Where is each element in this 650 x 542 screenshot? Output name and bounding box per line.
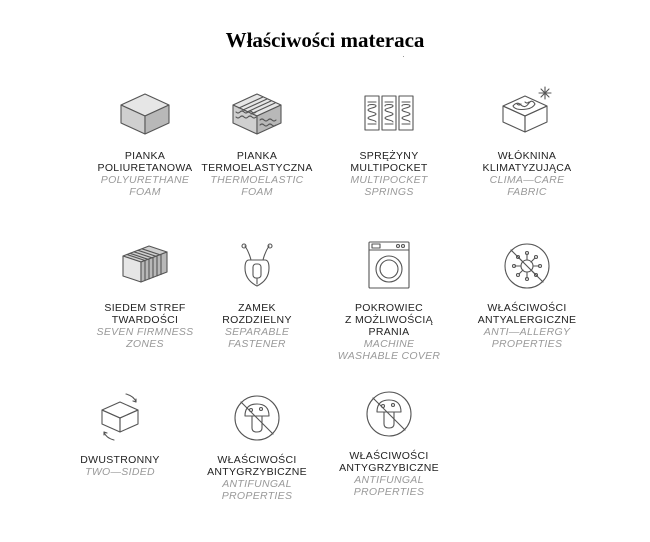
thermoelastic-foam-icon [227, 88, 287, 140]
feature-label-pl: DWUSTRONNY [80, 454, 160, 466]
anti-allergy-icon [497, 240, 557, 292]
snowflake-icon [539, 87, 551, 99]
feature-label-pl: PIANKA TERMOELASTYCZNA [201, 150, 313, 174]
feature-label-pl: WŁÓKNINA KLIMATYZUJĄCA [482, 150, 572, 174]
pocket-springs-icon [359, 88, 419, 140]
feature-label-pl: WŁAŚCIWOŚCI ANTYGRZYBICZNE [339, 450, 439, 474]
feature-label-en: SEVEN FIRMNESS ZONES [96, 326, 194, 350]
two-sided-icon [90, 392, 150, 444]
feature-anti-allergy [452, 240, 602, 350]
feature-label-en: ANTI—ALLERGY PROPERTIES [483, 326, 571, 350]
feature-antifungal-2 [314, 388, 464, 498]
feature-label-en: TWO—SIDED [85, 466, 155, 478]
feature-pocket-springs [314, 88, 464, 198]
feature-label-pl: ZAMEK ROZDZIELNY [222, 302, 292, 326]
feature-label-en: CLIMA—CARE FABRIC [489, 174, 565, 198]
zipper-icon [227, 240, 287, 292]
foam-block-icon [115, 88, 175, 140]
feature-label-pl: SIEDEM STREF TWARDOŚCI [104, 302, 186, 326]
feature-label-pl: PIANKA POLIURETANOWA [97, 150, 193, 174]
page-title: Właściwości materaca [225, 28, 425, 52]
feature-label-en: MACHINE WASHABLE COVER [337, 338, 441, 362]
stray-dot [403, 56, 404, 57]
feature-label-pl: WŁAŚCIWOŚCI ANTYALERGICZNE [477, 302, 577, 326]
seven-zones-icon [115, 240, 175, 292]
feature-two-sided [45, 392, 195, 478]
feature-label-en: MULTIPOCKET SPRINGS [350, 174, 428, 198]
feature-label-pl: SPRĘŻYNY MULTIPOCKET [350, 150, 428, 174]
washing-machine-icon [359, 240, 419, 292]
cooling-fabric-icon [497, 84, 557, 140]
feature-label-pl: POKROWIEC Z MOŻLIWOŚCIĄ PRANIA [345, 302, 433, 338]
antifungal-icon [227, 392, 287, 444]
feature-separable-fastener [182, 240, 332, 350]
feature-label-en: POLYURETHANE FOAM [100, 174, 190, 198]
feature-label-en: THERMOELASTIC FOAM [210, 174, 304, 198]
antifungal-icon [359, 388, 419, 440]
feature-antifungal-1 [182, 392, 332, 502]
feature-washable-cover [314, 240, 464, 362]
feature-thermoelastic-foam [182, 88, 332, 198]
feature-label-en: ANTIFUNGAL PROPERTIES [353, 474, 425, 498]
feature-label-pl: WŁAŚCIWOŚCI ANTYGRZYBICZNE [207, 454, 307, 478]
feature-label-en: SEPARABLE FASTENER [224, 326, 290, 350]
feature-clima-care-fabric [452, 84, 602, 198]
feature-label-en: ANTIFUNGAL PROPERTIES [221, 478, 293, 502]
